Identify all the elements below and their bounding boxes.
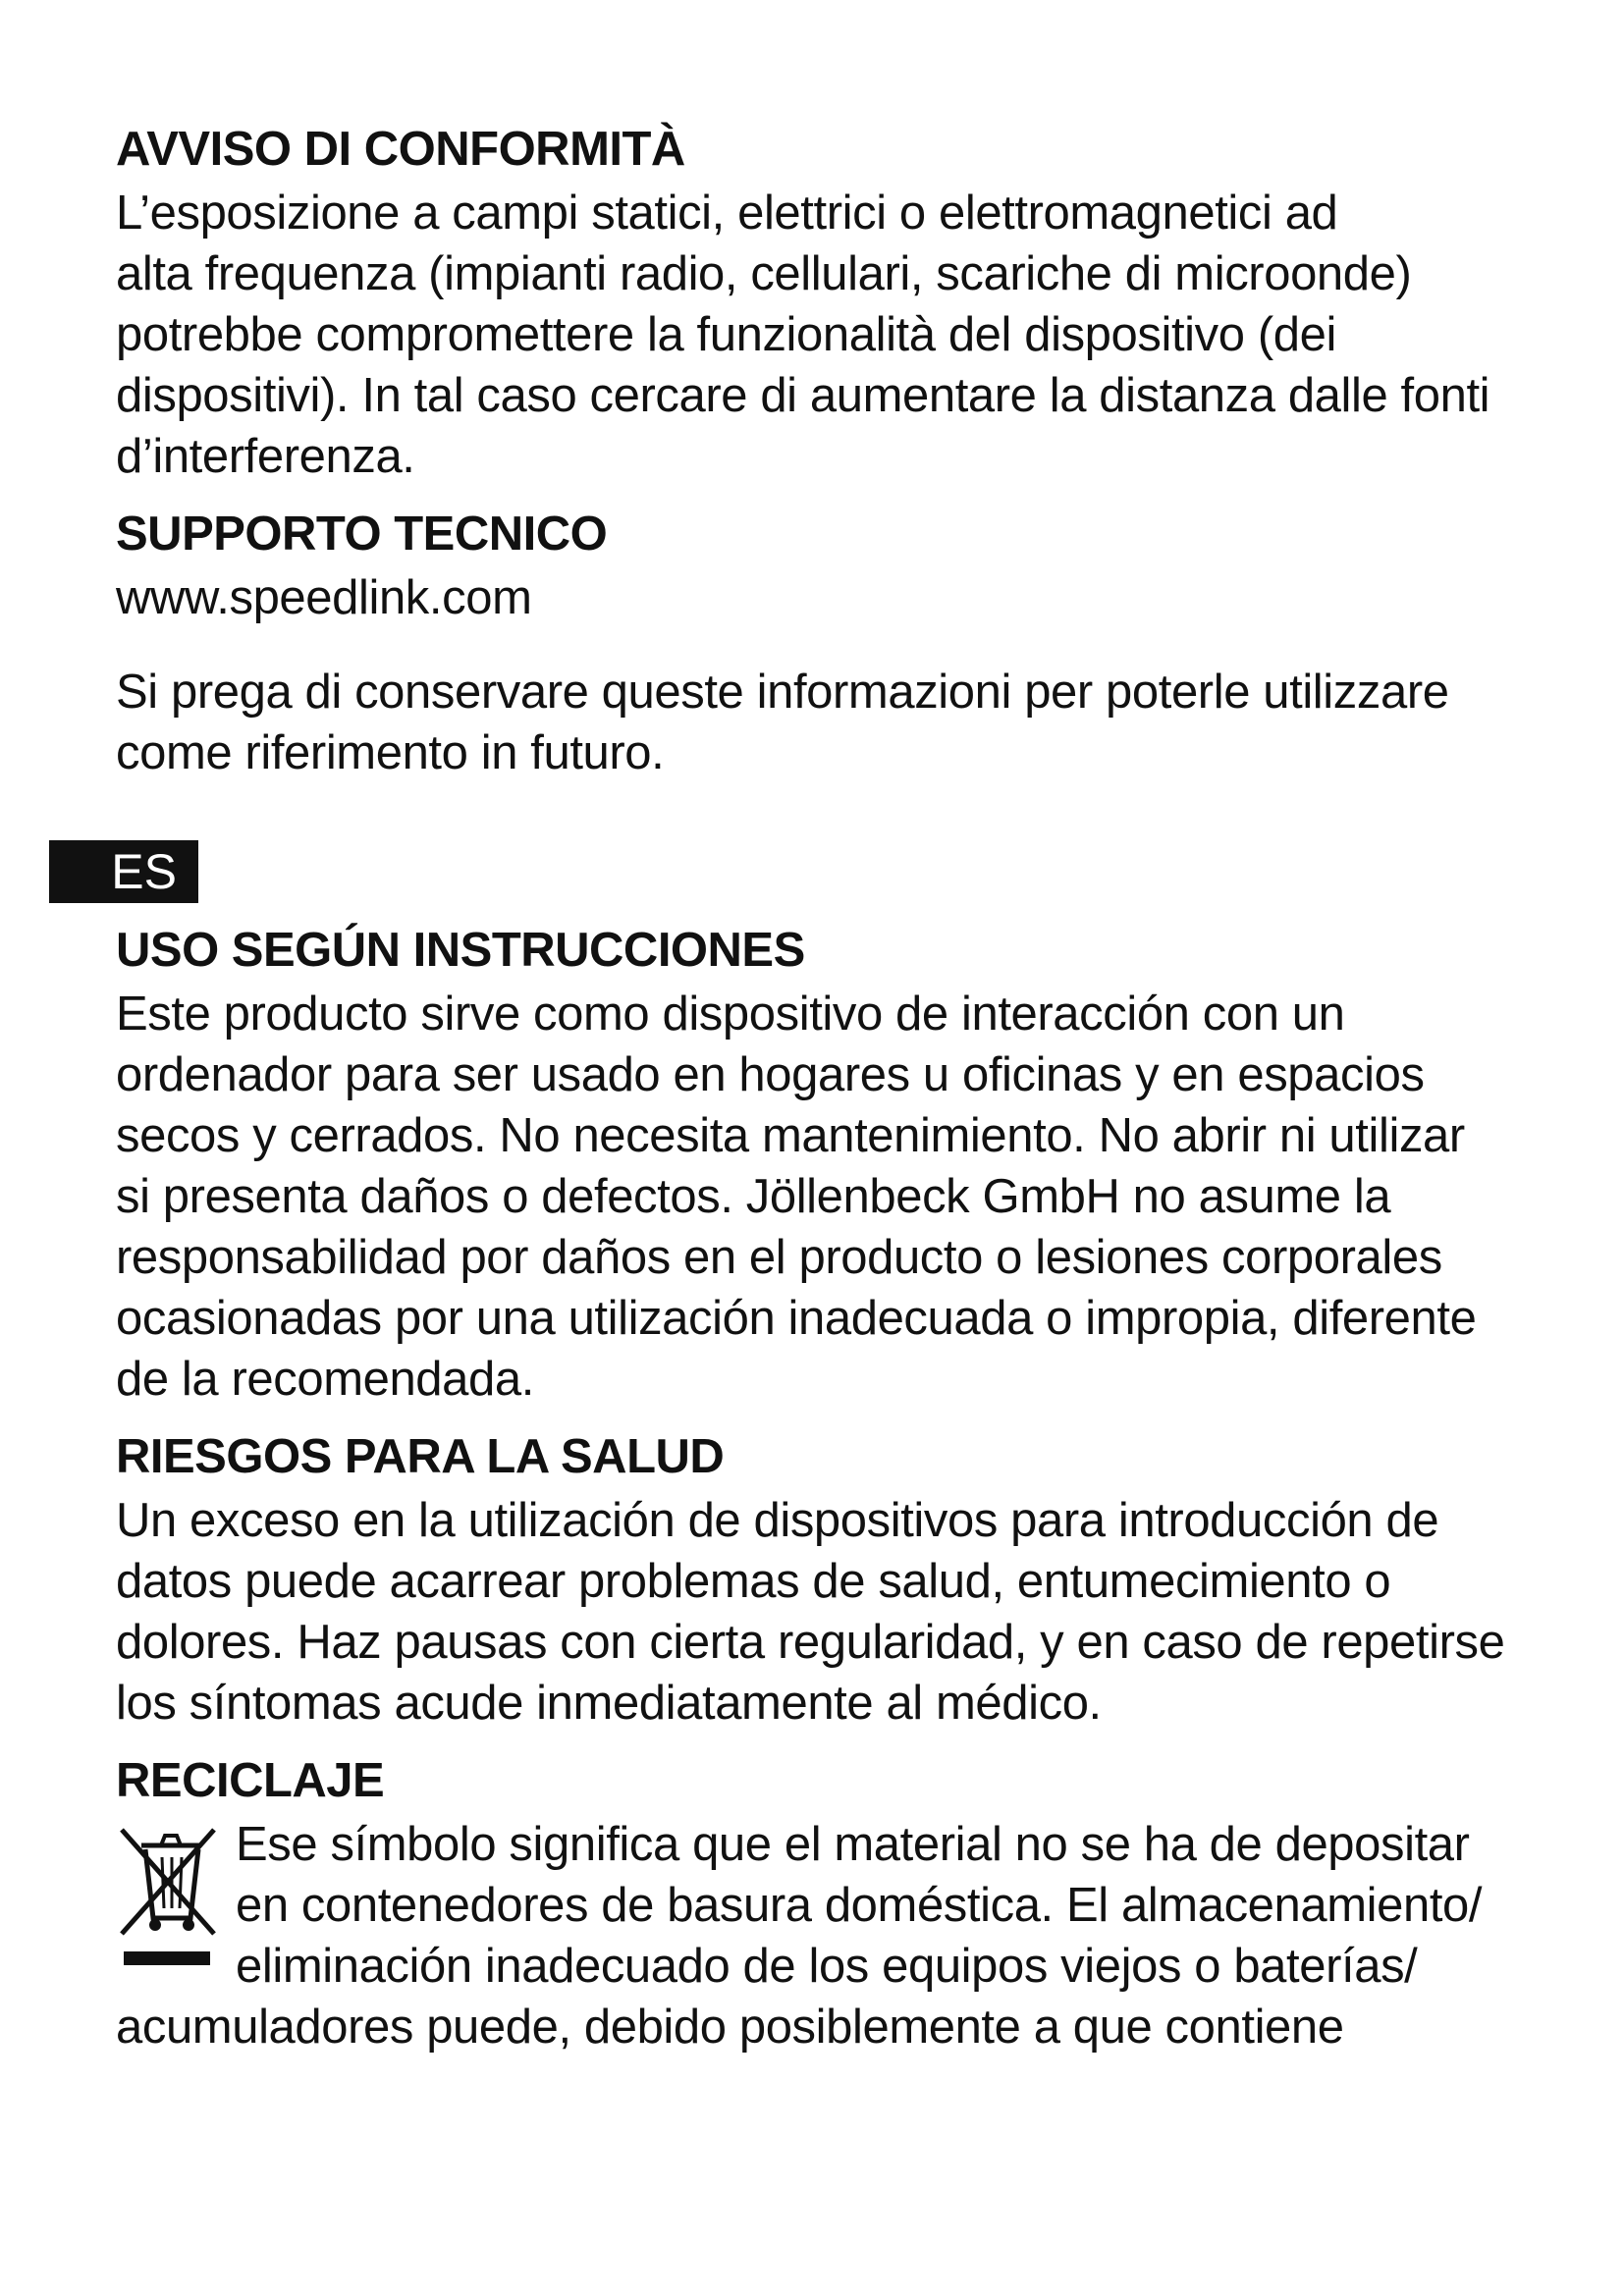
body-line: responsabilidad por daños en el producto o lesiones corporales (116, 1231, 1442, 1284)
body-line: secos y cerrados. No necesita mantenimiento. No abrir ni utilizar (116, 1109, 1465, 1162)
section-health-risks (116, 1425, 1530, 1734)
body-line: en contenedores de basura doméstica. El almacenamiento/ (236, 1879, 1483, 1932)
recycling-block (116, 1814, 1530, 2057)
body-line: ocasionadas por una utilización inadecuada o impropia, diferente (116, 1292, 1477, 1345)
body-line: alta frequenza (impianti radio, cellulari, scariche di microonde) (116, 247, 1412, 300)
section-recycling (116, 1749, 1530, 2057)
body-line: de la recomendada. (116, 1353, 534, 1406)
section-heading: USO SEGÚN INSTRUCCIONES (116, 924, 805, 977)
section-heading: RECICLAJE (116, 1754, 385, 1807)
body-line: d’interferenza. (116, 430, 415, 483)
section-compliance-notice (116, 118, 1530, 487)
body-line: si presenta daños o defectos. Jöllenbeck GmbH no asume la (116, 1170, 1391, 1223)
body-line: datos puede acarrear problemas de salud, entumecimiento o (116, 1555, 1391, 1608)
body-line: los síntomas acude inmediatamente al médico. (116, 1677, 1102, 1730)
section-heading: SUPPORTO TECNICO (116, 507, 608, 561)
body-line: Un exceso en la utilización de dispositivos para introducción de (116, 1494, 1439, 1547)
body-line: Ese símbolo significa que el material no se ha de depositar (236, 1818, 1470, 1871)
support-url: www.speedlink.com (116, 571, 532, 624)
body-line: ordenador para ser usado en hogares u oficinas y en espacios (116, 1048, 1425, 1101)
page-content (111, 118, 1530, 2057)
body-line: dispositivi). In tal caso cercare di aumentare la distanza dalle fonti (116, 369, 1490, 422)
section-heading: AVVISO DI CONFORMITÀ (116, 123, 685, 176)
language-tag: ES (49, 840, 198, 903)
body-line: dolores. Haz pausas con cierta regularidad, y en caso de repetirse (116, 1616, 1505, 1669)
section-technical-support (116, 503, 1530, 783)
body-line: Si prega di conservare queste informazioni per poterle utilizzare (116, 666, 1449, 719)
body-line: potrebbe compromettere la funzionalità del dispositivo (dei (116, 308, 1336, 361)
body-line: acumuladores puede, debido posiblemente a que contiene (116, 2001, 1344, 2054)
section-intended-use (116, 919, 1530, 1410)
crossed-out-wheelie-bin-icon (116, 1824, 220, 1971)
body-line: L’esposizione a campi statici, elettrici o elettromagnetici ad (116, 187, 1338, 240)
body-line: Este producto sirve como dispositivo de interacción con un (116, 988, 1345, 1041)
body-line: come riferimento in futuro. (116, 726, 665, 779)
body-line: eliminación inadecuado de los equipos viejos o baterías/ (236, 1940, 1418, 1993)
section-heading: RIESGOS PARA LA SALUD (116, 1430, 725, 1483)
